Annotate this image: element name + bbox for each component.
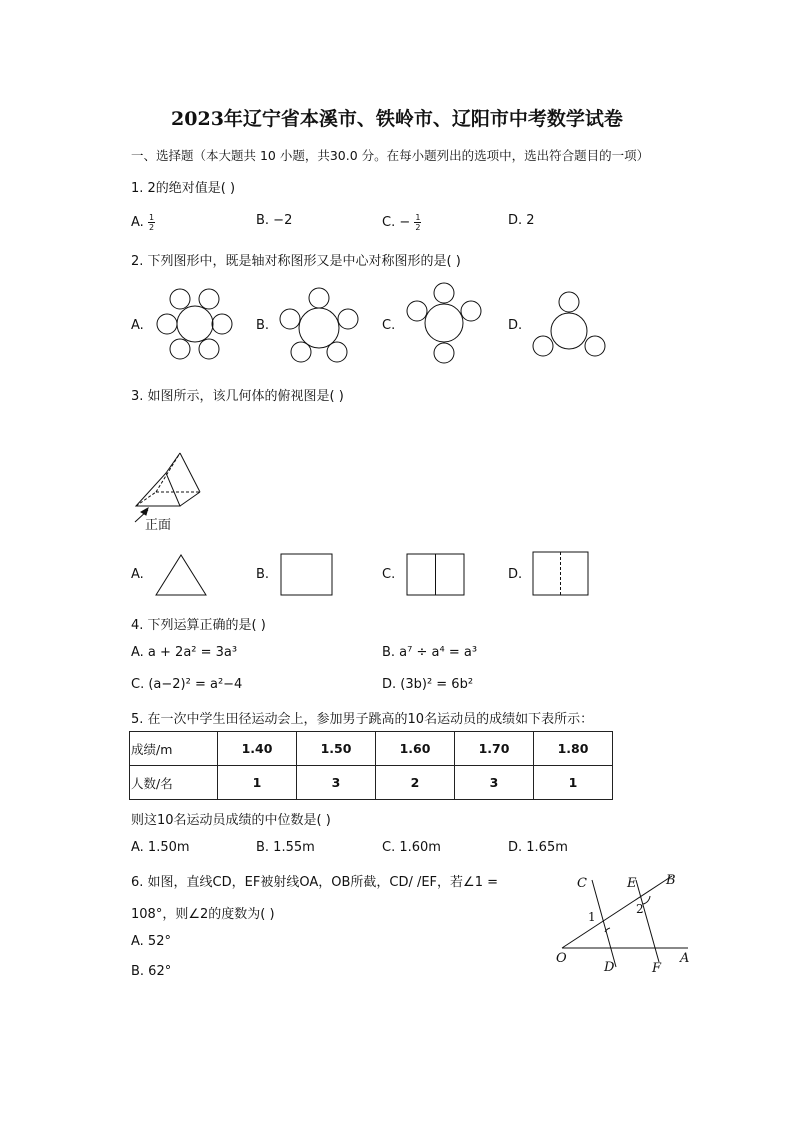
q4-stem: 4. 下列运算正确的是( ) <box>131 618 266 633</box>
table-cell: 1 <box>534 766 613 800</box>
q6-label-f: F <box>652 961 662 976</box>
q4-option-a: A. a + 2a² = 3a³ <box>131 645 238 660</box>
q2-figure-c <box>400 281 490 369</box>
q2-option-c-label: C. <box>382 318 396 333</box>
q1-option-d: D. 2 <box>508 213 535 228</box>
q1-option-c <box>382 213 421 232</box>
q2-option-a-label: A. <box>131 318 144 333</box>
q3-option-b-label: B. <box>256 567 270 582</box>
q4-option-c: C. (a−2)² = a²−4 <box>131 677 243 692</box>
q6-stem-line-1: 6. 如图，直线CD，EF被射线OA，OB所截，CD/ /EF，若∠1 = <box>131 875 498 890</box>
q3-option-d-label: D. <box>508 567 523 582</box>
q6-stem-line-2: 108°，则∠2的度数为( ) <box>131 907 275 922</box>
q3-front-label: 正面 <box>145 518 172 533</box>
q3-option-a-label: A. <box>131 567 144 582</box>
table-row-header: 成绩/m <box>130 732 218 766</box>
q1-option-c-fraction <box>414 213 421 232</box>
table-cell: 1.60 <box>376 732 455 766</box>
q1-c-denominator: 2 <box>415 223 421 232</box>
q6-label-e: E <box>627 876 637 891</box>
q1-option-a <box>131 213 155 232</box>
table-cell: 1.70 <box>455 732 534 766</box>
q5-score-table <box>129 731 613 800</box>
table-cell: 3 <box>297 766 376 800</box>
q5-option-a: A. 1.50m <box>131 840 190 855</box>
page-title: 2023年辽宁省本溪市、铁岭市、辽阳市中考数学试卷 <box>171 108 623 130</box>
q2-option-d-label: D. <box>508 318 523 333</box>
q6-angle-2-label: 2 <box>636 902 644 916</box>
q1-stem: 1. 2的绝对值是( ) <box>131 181 236 196</box>
q1-option-b: B. −2 <box>256 213 293 228</box>
q6-option-b: B. 62° <box>131 964 172 979</box>
table-cell: 1 <box>218 766 297 800</box>
q3-option-a-triangle <box>154 553 208 597</box>
q6-label-b: B <box>666 873 676 888</box>
q5-stem: 5. 在一次中学生田径运动会上，参加男子跳高的10名运动员的成绩如下表所示： <box>131 712 594 727</box>
table-cell: 3 <box>455 766 534 800</box>
q3-option-b-rectangle <box>280 553 334 597</box>
q5-option-d: D. 1.65m <box>508 840 568 855</box>
q6-angle-1-label: 1 <box>588 910 596 924</box>
q4-option-d: D. (3b)² = 6b² <box>382 677 474 692</box>
q5-follow-up: 则这10名运动员成绩的中位数是( ) <box>131 813 331 828</box>
q5-option-c: C. 1.60m <box>382 840 441 855</box>
q6-label-o: O <box>556 951 567 966</box>
q6-label-d: D <box>604 960 615 975</box>
table-cell: 2 <box>376 766 455 800</box>
q4-option-b: B. a⁷ ÷ a⁴ = a³ <box>382 645 478 660</box>
q2-option-b-label: B. <box>256 318 270 333</box>
q2-stem: 2. 下列图形中，既是轴对称图形又是中心对称图形的是( ) <box>131 254 461 269</box>
table-row-header: 人数/名 <box>130 766 218 800</box>
q6-option-a: A. 52° <box>131 934 171 949</box>
table-row <box>130 766 613 800</box>
q1-c-numerator: 1 <box>415 213 421 222</box>
q2-figure-b <box>275 285 365 365</box>
q6-label-a: A <box>680 951 690 966</box>
table-cell: 1.40 <box>218 732 297 766</box>
q3-option-c-split-rectangle <box>406 553 466 597</box>
q3-option-c-label: C. <box>382 567 396 582</box>
q6-label-c: C <box>577 876 587 891</box>
q1-a-denominator: 2 <box>148 223 155 232</box>
section-heading: 一、选择题（本大题共 10 小题，共30.0 分。在每小题列出的选项中，选出符合题目的一项） <box>131 148 650 163</box>
q2-figure-a <box>150 285 240 365</box>
table-cell: 1.50 <box>297 732 376 766</box>
q5-option-b: B. 1.55m <box>256 840 315 855</box>
q3-option-d-dashed-rectangle <box>532 551 592 597</box>
q1-option-c-label: C. − <box>382 215 411 230</box>
q3-stem: 3. 如图所示，该几何体的俯视图是( ) <box>131 389 344 404</box>
q1-option-a-fraction <box>148 213 155 232</box>
table-cell: 1.80 <box>534 732 613 766</box>
q6-geometry-figure <box>550 868 700 980</box>
q1-option-a-label: A. <box>131 215 144 230</box>
q1-a-numerator: 1 <box>148 213 155 222</box>
q2-figure-d <box>528 290 613 365</box>
table-row <box>130 732 613 766</box>
